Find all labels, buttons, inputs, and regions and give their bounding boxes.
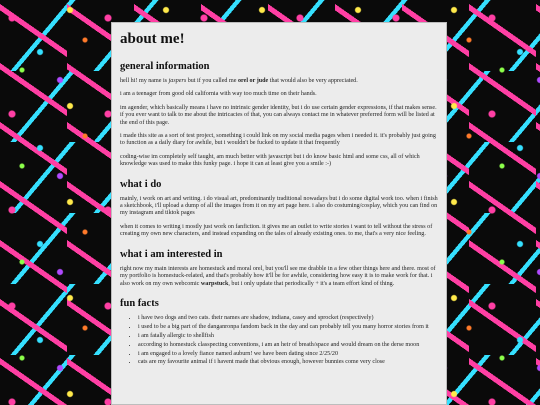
- coding-paragraph: coding-wise im completely self taught, am much better with javascript but i do know basic html and some css, all of which knowledge was used to make this funky page. i hope it can at least give you a smile :-): [120, 153, 420, 168]
- section-heading-general: general information: [120, 61, 210, 72]
- section-heading-fun-facts: fun facts: [120, 297, 159, 309]
- gender-paragraph: im agender, which basically means i have no intrinsic gender identity, but i do use certain gender expressions, if that makes sense. if you ever want to talk to me about the intricacies of that, you can always contact me in whatever preferred form will be listed at the end of this page.: [120, 104, 437, 126]
- page-title: about me!: [120, 31, 185, 47]
- nickname-text: orel or jude: [237, 78, 269, 84]
- interests-paragraph: [120, 266, 438, 288]
- list-item: • i have two dogs and two cats. their names are shadow, indiana, casey and sprocket (respectively): [138, 315, 438, 322]
- list-item: • cats are my favourite animal if i havent made that obvious enough, however bunnies come very close: [138, 359, 438, 366]
- webcomic-name: warpstuck: [200, 280, 229, 287]
- intro-text-b: but if you called me: [186, 78, 238, 84]
- site-paragraph: i made this site as a sort of test project, something i could link on my social media pages when i needed it. it's probably just going to function as a daily diary for awhile, but i wouldn't be fucked to update it that frequently: [120, 133, 436, 147]
- intro-paragraph: [120, 78, 438, 85]
- fun-facts-list: [120, 315, 438, 367]
- interests-text-b: , but i only update that periodically + it's a team effort kind of thing.: [228, 280, 395, 287]
- section-heading-interests: what i am interested in: [120, 248, 223, 260]
- list-item: • according to homestuck classpecting conventions, i am an heir of breath/space and would dream on the derse moon: [138, 342, 438, 349]
- list-item: • i am fatally allergic to shellfish: [138, 333, 438, 340]
- list-item: • i used to be a big part of the danganronpa fandom back in the day and can probably tell you many horror stories from it: [138, 324, 438, 331]
- intro-text-c: that would also be very appreciated.: [268, 78, 358, 84]
- writing-paragraph: when it comes to writing i mostly just work on fanfiction. it gives me an outlet to write stories i want to tell without the stress of creating my own new characters, and instead expanding on the tales of already existing ones. to me, that's a very nice feeling.: [120, 223, 433, 238]
- name-text: jaspers: [168, 78, 187, 84]
- art-paragraph: mainly, i work on art and writing. i do visual art, predominantly traditional nowadays but i do some digital work too. when i finish a sketchbook, i'll upload a dump of all the images from it on my art page here. i also do costuming/cosplay, which you can find on my instagram and tiktok pages: [120, 195, 438, 217]
- location-paragraph: i am a teenager from good old california with way too much time on their hands.: [120, 91, 317, 98]
- intro-text-a: hell hi! my name is: [120, 78, 169, 84]
- section-heading-what-i-do: what i do: [120, 178, 162, 190]
- about-panel: [111, 22, 447, 405]
- list-item: • i am engaged to a lovely fiance named auburn! we have been dating since 2/25/20: [138, 351, 438, 358]
- interests-text-a: right now my main interests are homestuck and moral orel, but you'll see me drabble in a few other things here and there. most of my portfolio is homestuck-related, and that's probably how it'll be for awhile, considering how easy it is to make work for that. i also work on my own webcomic: [120, 265, 436, 287]
